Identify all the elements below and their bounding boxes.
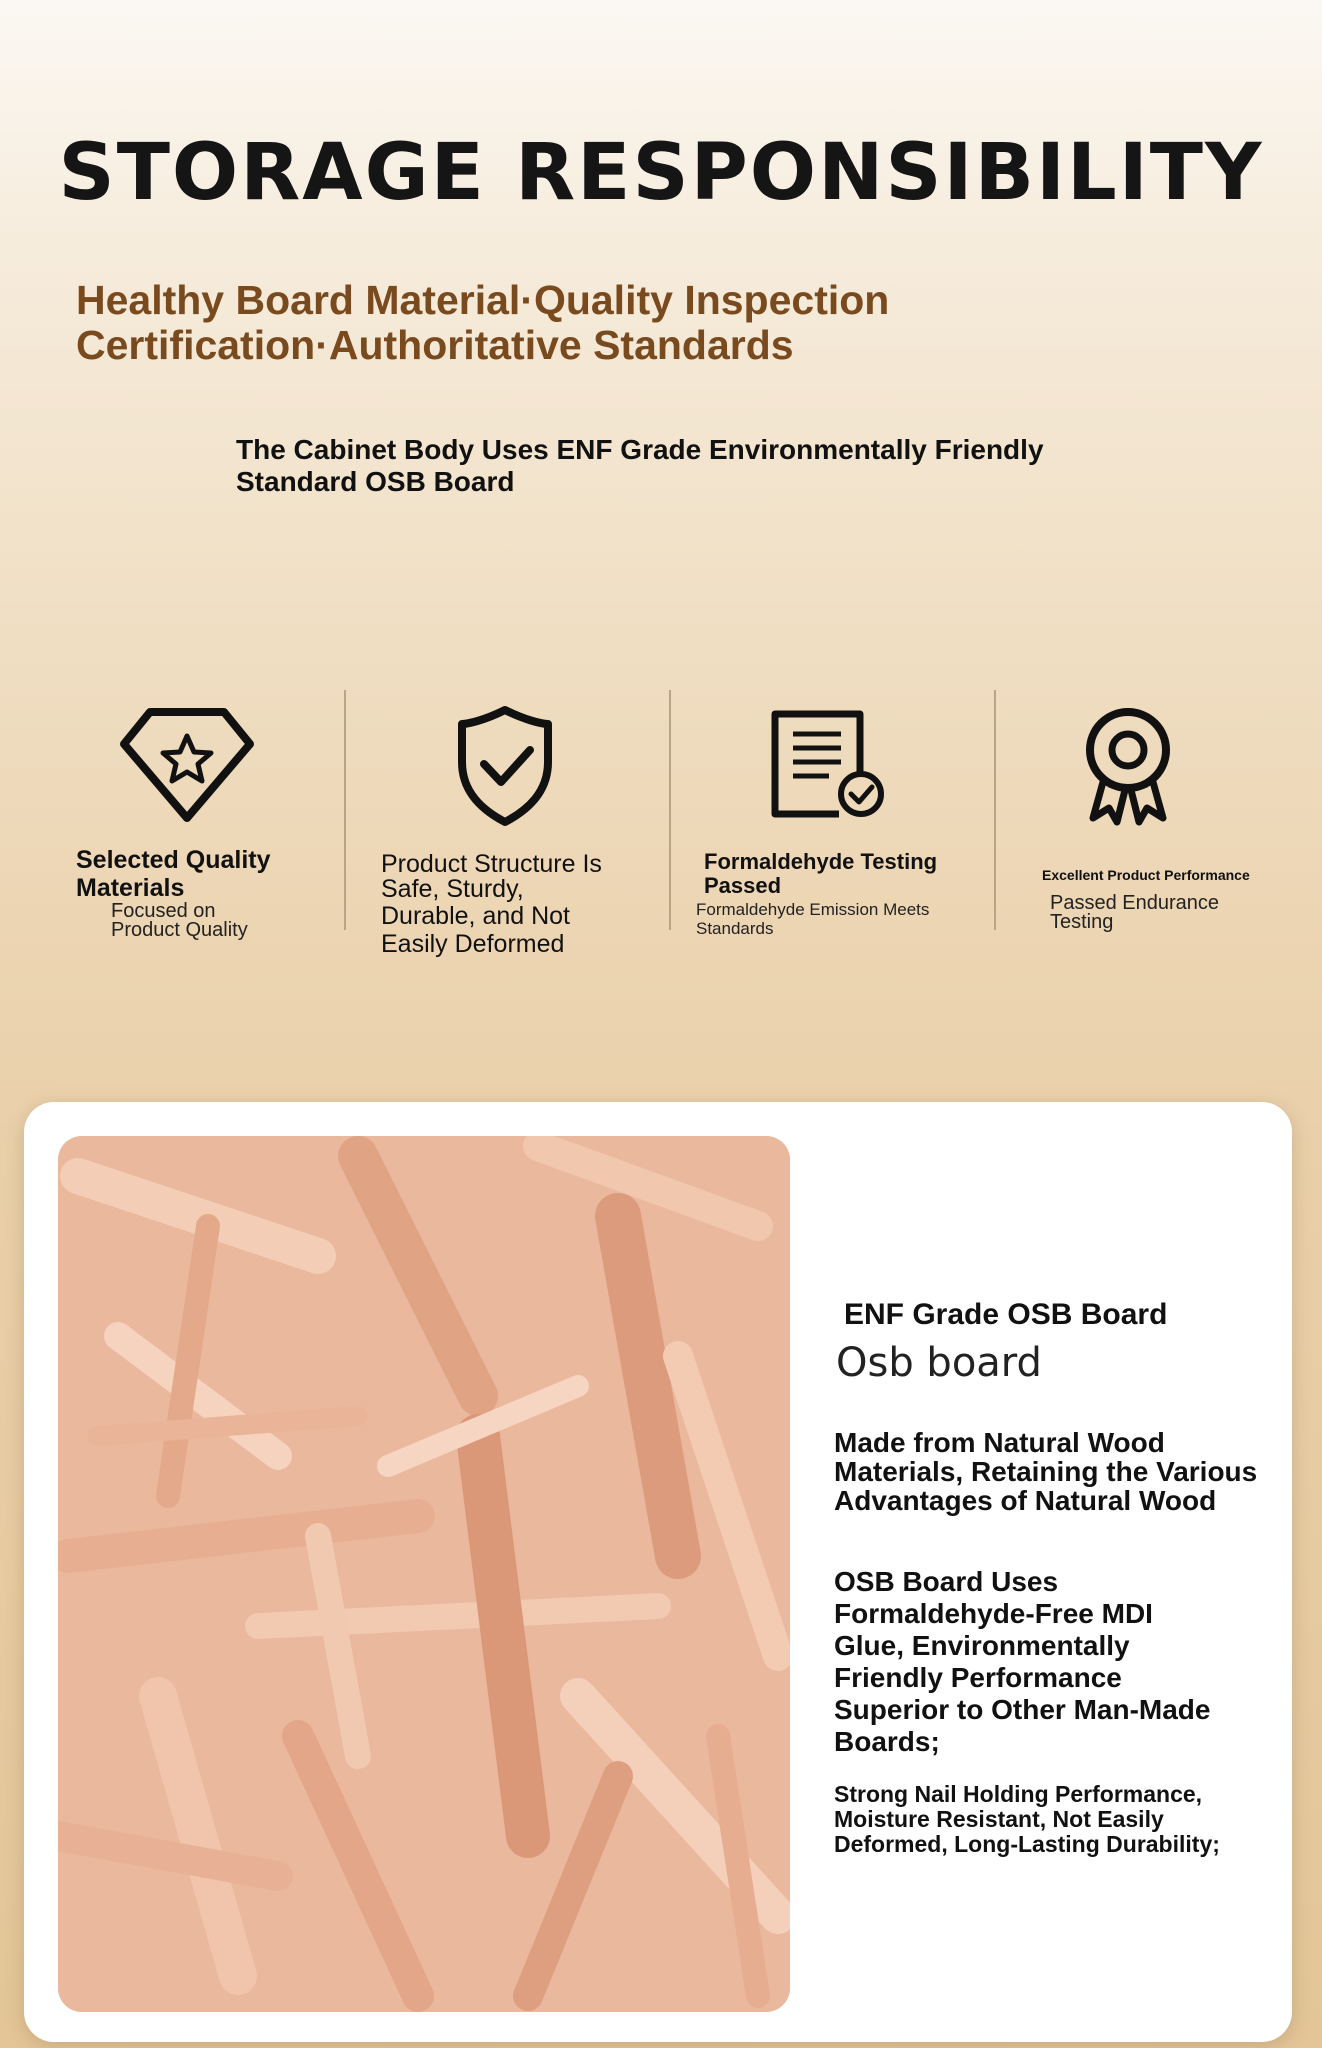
osb-board-image [58,1136,790,2012]
feature-sub-line: Passed Endurance [1050,892,1220,914]
feature-sub-line: Focused on [111,900,216,922]
feature-sub-line: Standards [696,919,774,938]
card-subtitle: Osb board [836,1340,1042,1386]
feature-title-line: Materials [76,874,185,902]
feature-divider [669,690,671,930]
subtitle-line-2: Certification·Authoritative Standards [76,322,794,368]
feature-sub-line: Formaldehyde Emission Meets [696,900,930,919]
feature-sub-line: Product Quality [111,919,248,941]
feature-divider [994,690,996,930]
card-paragraph-1 [834,1428,1274,1515]
award-ribbon-icon [1053,700,1203,830]
feature-structure [381,852,651,958]
paragraph-line: OSB Board Uses [834,1566,1059,1597]
diamond-star-icon [112,700,262,830]
paragraph-line: Moisture Resistant, Not Easily [834,1806,1164,1832]
paragraph-line: Glue, Environmentally [834,1630,1130,1661]
feature-title-line: Formaldehyde Testing [704,849,938,874]
intro-text [236,434,1136,498]
paragraph-line: Materials, Retaining the Various [834,1456,1258,1487]
feature-line: Durable, and Not [381,902,571,930]
feature-title-line: Selected Quality [76,846,271,874]
feature-line: Product Structure Is [381,850,602,878]
intro-line-2: Standard OSB Board [236,466,515,497]
feature-title: Excellent Product Performance [1042,867,1250,883]
paragraph-line: Friendly Performance [834,1662,1122,1693]
page-title: STORAGE RESPONSIBILITY [58,128,1264,218]
feature-quality-materials [76,846,336,940]
paragraph-line: Deformed, Long-Lasting Durability; [834,1831,1220,1857]
feature-title-line: Passed [704,873,782,898]
paragraph-line: Made from Natural Wood [834,1427,1165,1458]
subtitle [76,278,1076,368]
paragraph-line: Formaldehyde-Free MDI [834,1598,1153,1629]
subtitle-line-1: Healthy Board Material·Quality Inspection [76,277,890,323]
paragraph-line: Strong Nail Holding Performance, [834,1781,1203,1807]
feature-divider [344,690,346,930]
intro-line-1: The Cabinet Body Uses ENF Grade Environmentally Friendly [236,434,1044,465]
feature-line: Easily Deformed [381,930,565,958]
feature-performance [1042,866,1322,932]
document-check-icon [745,700,895,830]
paragraph-line: Superior to Other Man-Made [834,1694,1211,1725]
shield-check-icon [430,700,580,830]
card-paragraph-2 [834,1566,1274,1758]
feature-formaldehyde [696,850,976,938]
paragraph-line: Boards; [834,1726,940,1757]
feature-sub-line: Testing [1050,911,1114,933]
card-title: ENF Grade OSB Board [844,1298,1168,1331]
feature-line: Safe, Sturdy, [381,875,524,903]
card-paragraph-3 [834,1782,1274,1857]
paragraph-line: Advantages of Natural Wood [834,1485,1217,1516]
